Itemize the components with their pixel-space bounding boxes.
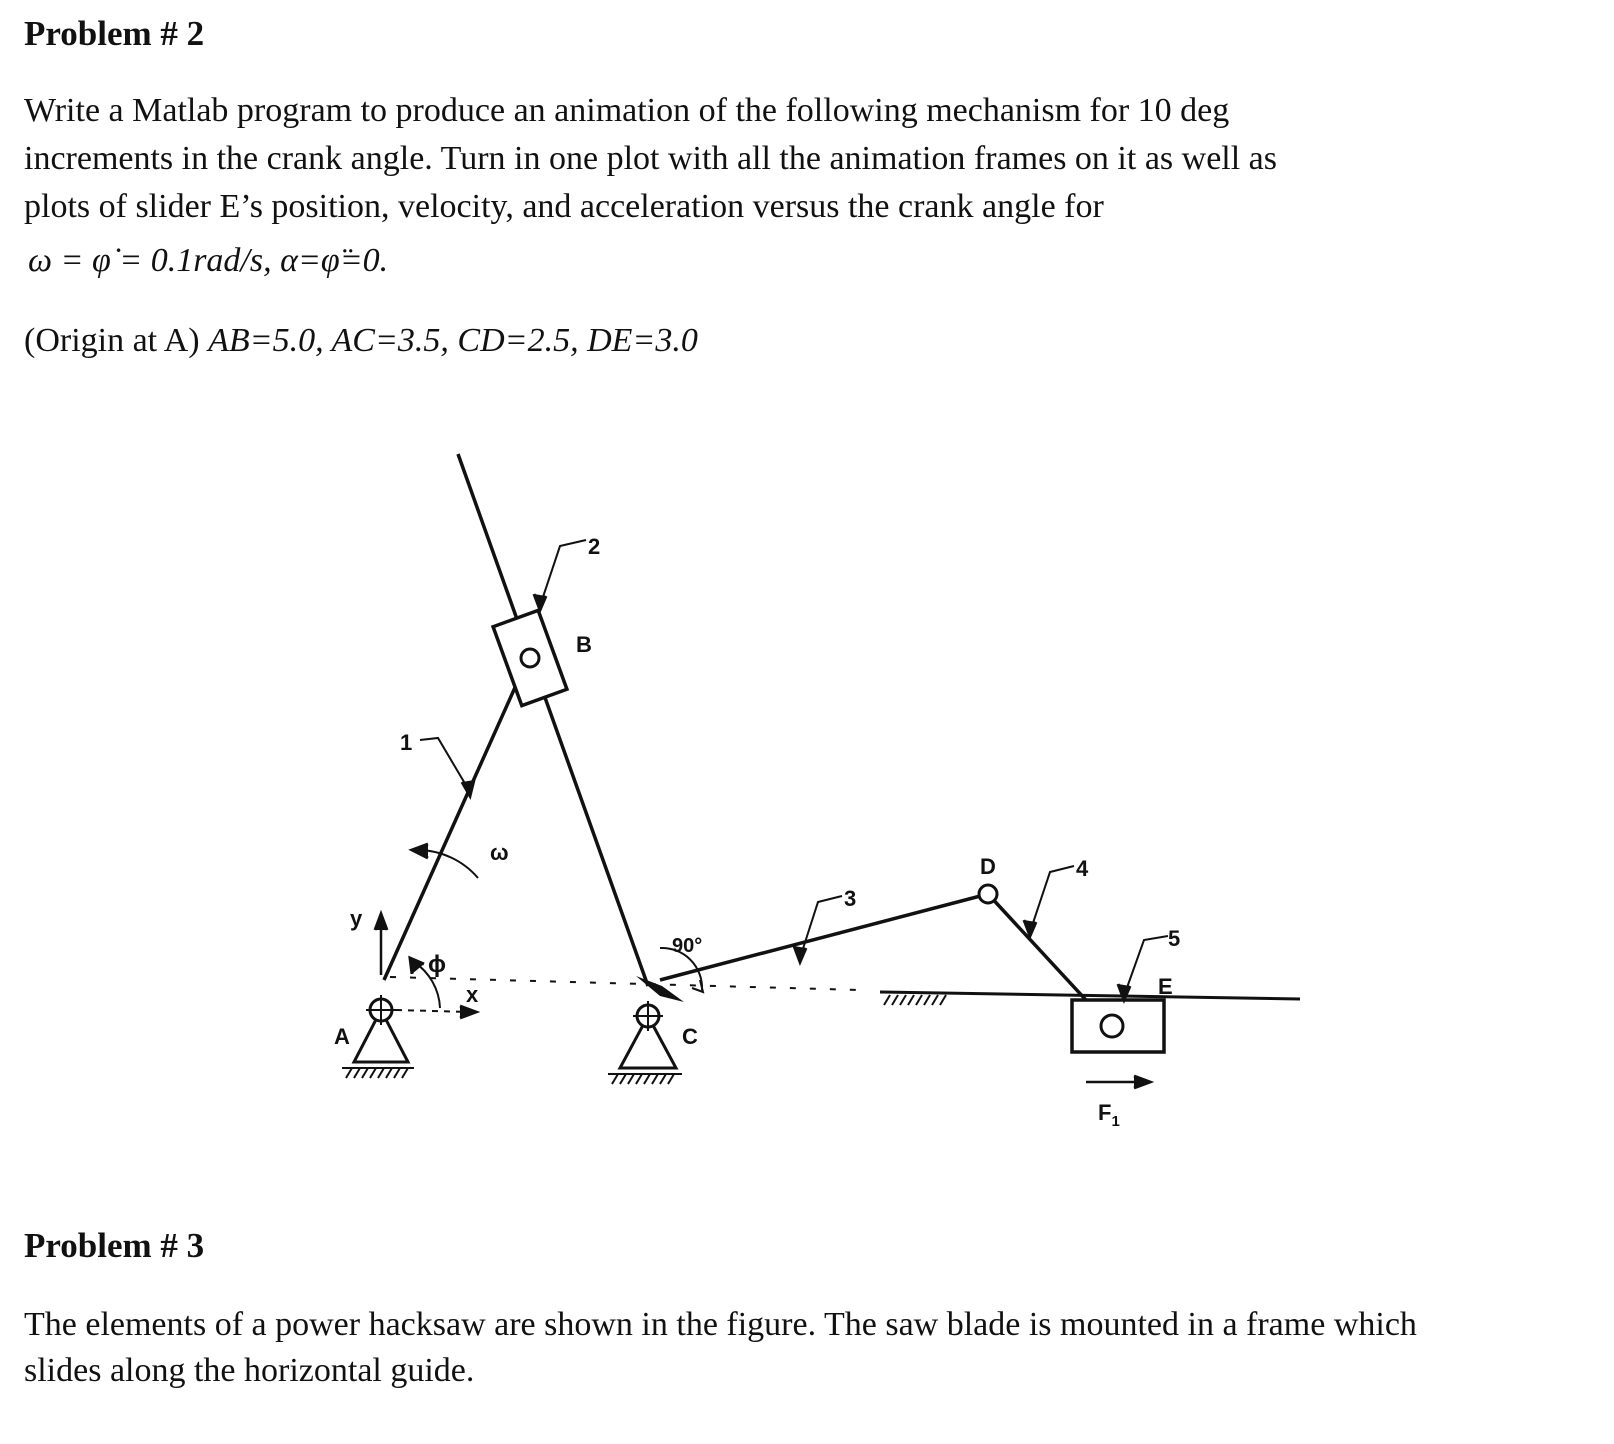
label-link-4: 4 [1076,856,1089,881]
label-force-subscript: 1 [1111,1113,1120,1130]
problem-3-text-line-2: slides along the horizontal guide. [24,1352,475,1389]
y-axis-arrowhead [375,914,387,930]
leader-link-3-arrowhead [794,946,806,962]
label-link-5: 5 [1168,926,1181,951]
label-omega: ω [490,840,509,865]
pin-b [521,649,539,667]
equation-text: ω = φ̇ = 0.1rad/s, α=φ̈=0. [28,242,389,279]
leader-link-4 [1030,866,1074,932]
x-reference-dotted-line [390,977,860,990]
problem-2-text-line-3: plots of slider E’s position, velocity, and acceleration versus the crank angle for [24,188,1104,225]
link-dimensions: AB=5.0, AC=3.5, CD=2.5, DE=3.0 [208,322,698,359]
ground-support-c [608,1001,682,1084]
label-link-2: 2 [588,534,601,559]
label-x-axis: x [466,982,479,1007]
pin-d [979,885,997,903]
x-axis-arrowhead [460,1006,476,1018]
slider-guide-line [880,992,1300,999]
label-force [1098,1100,1120,1130]
problem-2-text-line-1: Write a Matlab program to produce an animation of the following mechanism for 10 deg [24,92,1230,129]
label-y-axis: y [350,906,363,931]
link-1-crank [384,654,530,980]
leader-link-2-arrowhead [534,594,546,610]
link-3-coupler [660,894,988,980]
problem-3-heading: Problem # 3 [24,1226,205,1265]
label-link-1: 1 [400,730,413,755]
force-arrowhead [1134,1076,1150,1088]
leader-link-1-arrowhead [462,780,474,796]
ground-support-a [342,995,414,1078]
label-a: A [334,1024,350,1049]
label-force-main: F [1098,1100,1112,1125]
label-angle-90: 90° [672,935,703,957]
problem-2-text-line-2: increments in the crank angle. Turn in one plot with all the animation frames on it as well as [24,140,1278,177]
label-d: D [980,854,996,879]
x-axis-arrow [396,1010,470,1012]
link-2-rocker [458,454,648,986]
label-b: B [576,632,592,657]
origin-note: (Origin at A) [24,322,200,359]
label-e: E [1158,974,1173,999]
guide-ground-hatch [884,995,946,1005]
problem-2-heading: Problem # 2 [24,14,205,53]
label-c: C [682,1024,698,1049]
label-phi: ϕ [428,951,446,978]
phi-arrowhead [410,958,424,974]
pin-e [1101,1015,1123,1037]
leader-link-2 [540,540,586,606]
label-link-3: 3 [844,886,857,911]
omega-arrowhead [412,844,428,858]
problem-3-text-line-1: The elements of a power hacksaw are shown in the figure. The saw blade is mounted in a frame which [24,1306,1417,1343]
